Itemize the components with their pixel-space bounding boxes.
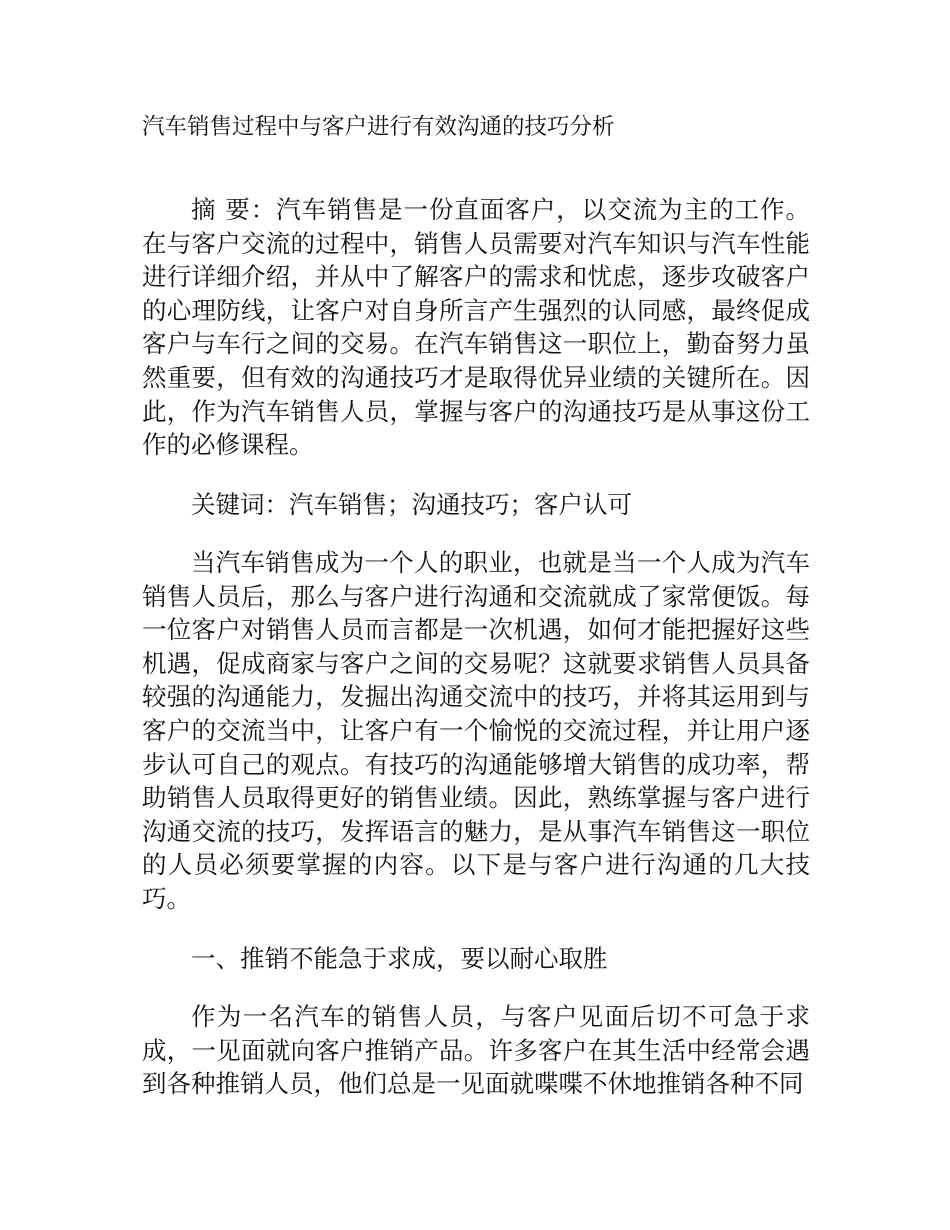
body-paragraph-section-1: 作为一名汽车的销售人员，与客户见面后切不可急于求成，一见面就向客户推销产品。许多客户在其生活中经常会遇到各种推销人员，他们总是一见面就喋喋不休地推销各种不同 <box>142 1002 810 1099</box>
body-paragraph-intro: 当汽车销售成为一个人的职业，也就是当一个人成为汽车销售人员后，那么与客户进行沟通和交流就成了家常便饭。每一位客户对销售人员而言都是一次机遇，如何才能把握好这些机遇，促成商家与客户之间的交易呢？这就要求销售人员具备较强的沟通能力，发掘出沟通交流中的技巧，并将其运用到与客户的交流当中，让客户有一个愉悦的交流过程，并让用户逐步认可自己的观点。有技巧的沟通能够增大销售的成功率，帮助销售人员取得更好的销售业绩。因此，熟练掌握与客户进行沟通交流的技巧，发挥语言的魅力，是从事汽车销售这一职位的人员必须要掌握的内容。以下是与客户进行沟通的几大技巧。 <box>142 548 810 913</box>
keywords-line: 关键词：汽车销售；沟通技巧；客户认可 <box>191 490 632 519</box>
section-heading-1: 一、推销不能急于求成，要以耐心取胜 <box>191 944 608 973</box>
document-title: 汽车销售过程中与客户进行有效沟通的技巧分析 <box>142 114 615 140</box>
abstract-paragraph: 摘 要：汽车销售是一份直面客户，以交流为主的工作。在与客户交流的过程中，销售人员需要对汽车知识与汽车性能进行详细介绍，并从中了解客户的需求和忧虑，逐步攻破客户的心理防线，让客户对自身所言产生强烈的认同感，最终促成客户与车行之间的交易。在汽车销售这一职位上，勤奋努力虽然重要，但有效的沟通技巧才是取得优异业绩的关键所在。因此，作为汽车销售人员，掌握与客户的沟通技巧是从事这份工作的必修课程。 <box>142 195 810 460</box>
